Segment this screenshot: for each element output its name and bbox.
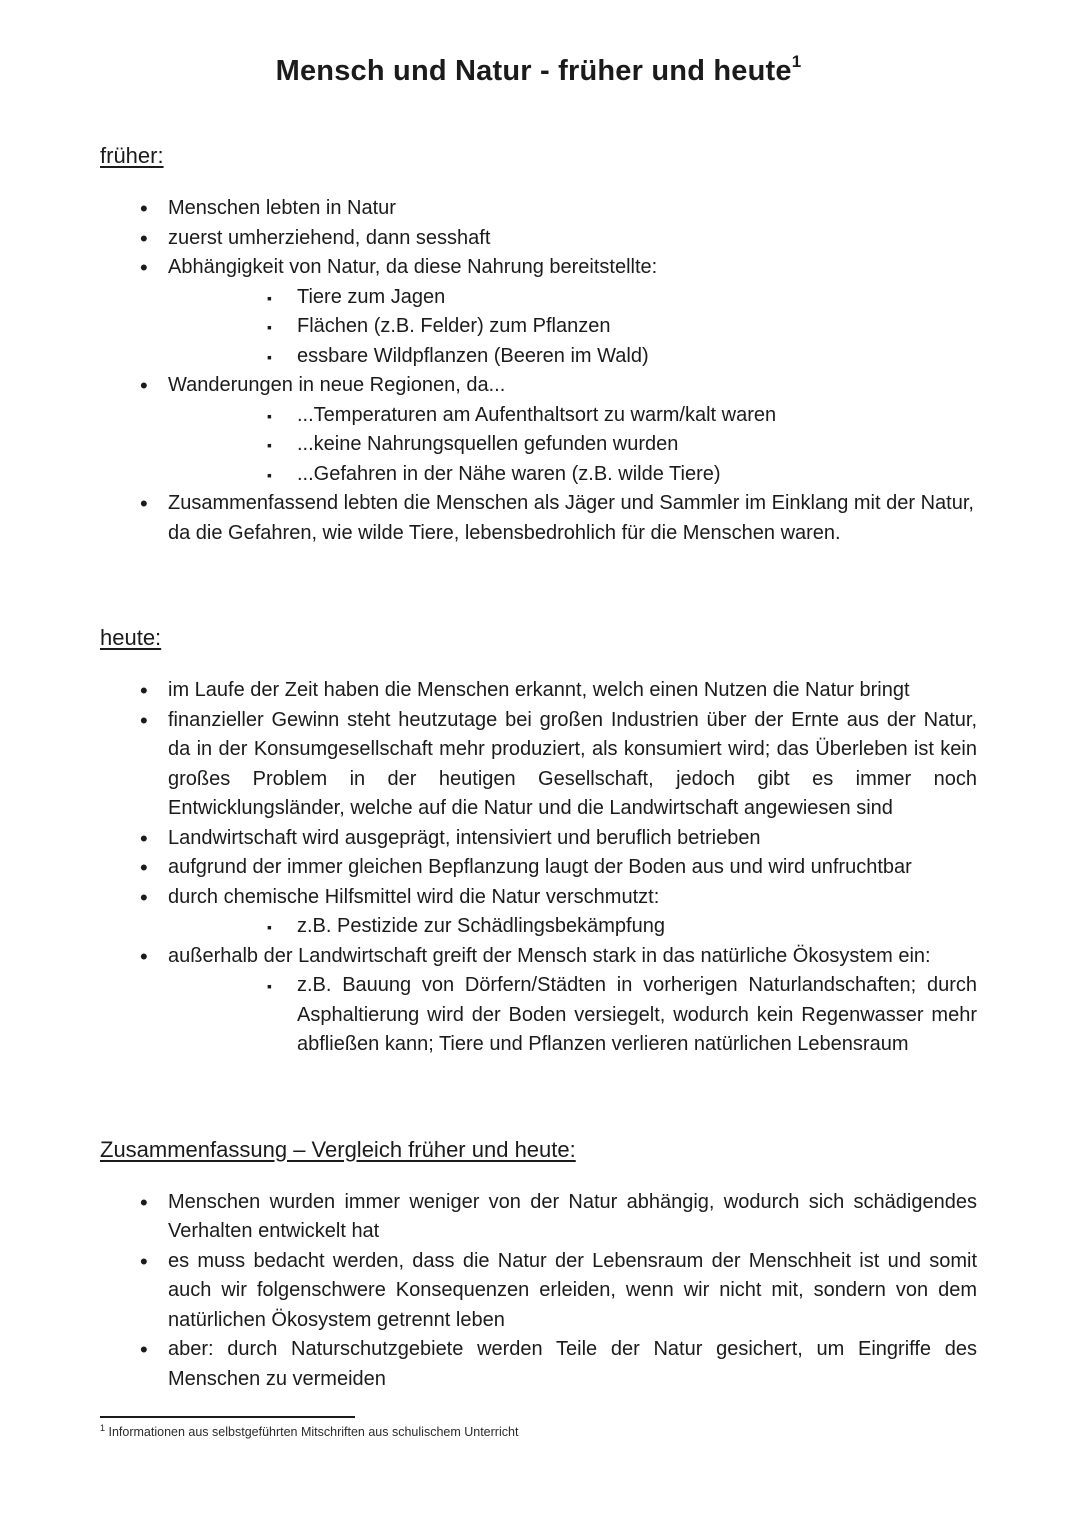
sub-bullet-text: ▪ ...keine Nahrungsquellen gefunden wurden <box>297 433 678 455</box>
footnote-area <box>100 1416 977 1440</box>
sub-bullet-item <box>168 912 977 942</box>
footnote-separator-rule <box>100 1416 355 1418</box>
sub-bullet-item <box>168 460 977 490</box>
bullet-text: • aber: durch Naturschutzgebiete werden Teile der Natur gesichert, um Eingriffe des Menschen zu vermeiden <box>168 1338 977 1390</box>
bullet-item <box>100 224 977 254</box>
sub-bullet-item <box>168 342 977 372</box>
bullet-list-frueher <box>100 194 977 548</box>
bullet-text: • Wanderungen in neue Regionen, da... <box>168 374 505 396</box>
bullet-item <box>100 194 977 224</box>
bullet-text: • außerhalb der Landwirtschaft greift der Mensch stark in das natürliche Ökosystem ein: <box>168 945 931 967</box>
bullet-item <box>100 1247 977 1336</box>
bullet-item <box>100 942 977 1060</box>
sub-bullet-item <box>168 312 977 342</box>
bullet-text: • aufgrund der immer gleichen Bepflanzung laugt der Boden aus und wird unfruchtbar <box>168 856 912 878</box>
title-footnote-ref: 1 <box>791 52 802 72</box>
sub-bullet-list <box>168 912 977 942</box>
document-content <box>0 52 1080 1394</box>
section-heading-heute: heute: <box>100 625 162 650</box>
bullet-item <box>100 1335 977 1394</box>
bullet-text: • finanzieller Gewinn steht heutzutage bei großen Industrien über der Ernte aus der Natur, da in der Konsumgesellschaft mehr produziert, als konsumiert wird; das Überleben ist kein großes Problem in der heutigen Gesellschaft, jedoch gibt es immer noch Entwicklungsländer, welche auf die Natur und die Landwirtschaft angewiesen sind <box>168 709 977 820</box>
sub-bullet-text: ▪ ...Temperaturen am Aufenthaltsort zu warm/kalt waren <box>297 404 776 426</box>
bullet-text: • zuerst umherziehend, dann sesshaft <box>168 227 490 249</box>
sub-bullet-list <box>168 283 977 372</box>
bullet-item <box>100 371 977 489</box>
bullet-text: • durch chemische Hilfsmittel wird die Natur verschmutzt: <box>168 886 659 908</box>
sub-bullet-item <box>168 283 977 313</box>
bullet-text: • Zusammenfassend lebten die Menschen als Jäger und Sammler im Einklang mit der Natur, da die Gefahren, wie wilde Tiere, lebensbedrohlich für die Menschen waren. <box>168 492 974 544</box>
bullet-text: • Landwirtschaft wird ausgeprägt, intensiviert und beruflich betrieben <box>168 827 761 849</box>
document-title-text: Mensch und Natur - früher und heute <box>275 55 792 87</box>
sub-bullet-text: ▪ z.B. Pestizide zur Schädlingsbekämpfung <box>297 915 665 937</box>
bullet-list-heute <box>100 676 977 1060</box>
sub-bullet-text: ▪ z.B. Bauung von Dörfern/Städten in vorherigen Naturlandschaften; durch Asphaltierung wird der Boden versiegelt, wodurch kein Regenwasser mehr abfließen kann; Tiere und Pflanzen verlieren natürlichen Lebensraum <box>297 974 977 1055</box>
bullet-text: • Menschen wurden immer weniger von der Natur abhängig, wodurch sich schädigendes Verhalten entwickelt hat <box>168 1191 977 1243</box>
footnote-marker: 1 <box>100 1422 106 1433</box>
bullet-text: • im Laufe der Zeit haben die Menschen erkannt, welch einen Nutzen die Natur bringt <box>168 679 910 701</box>
bullet-item <box>100 706 977 824</box>
bullet-item <box>100 824 977 854</box>
bullet-list-zusammenfassung <box>100 1188 977 1395</box>
sub-bullet-text: ▪ Tiere zum Jagen <box>297 286 445 308</box>
sub-bullet-text: ▪ Flächen (z.B. Felder) zum Pflanzen <box>297 315 610 337</box>
bullet-item <box>100 253 977 371</box>
document-title <box>100 52 977 90</box>
sub-bullet-item <box>168 971 977 1060</box>
sub-bullet-text: ▪ essbare Wildpflanzen (Beeren im Wald) <box>297 345 649 367</box>
bullet-item <box>100 676 977 706</box>
sub-bullet-item <box>168 430 977 460</box>
footnote-text: Informationen aus selbstgeführten Mitschriften aus schulischem Unterricht <box>108 1425 519 1439</box>
section-heading-zusammenfassung: Zusammenfassung – Vergleich früher und heute: <box>100 1136 576 1162</box>
bullet-item <box>100 853 977 883</box>
bullet-text: • Abhängigkeit von Natur, da diese Nahrung bereitstellte: <box>168 256 657 278</box>
sub-bullet-list <box>168 401 977 490</box>
section-heading-frueher: früher: <box>100 143 164 168</box>
sub-bullet-list <box>168 971 977 1060</box>
bullet-item <box>100 1188 977 1247</box>
footnote <box>100 1424 977 1440</box>
sub-bullet-item <box>168 401 977 431</box>
bullet-item <box>100 489 977 548</box>
sub-bullet-text: ▪ ...Gefahren in der Nähe waren (z.B. wilde Tiere) <box>297 463 721 485</box>
bullet-item <box>100 883 977 942</box>
bullet-text: • Menschen lebten in Natur <box>168 197 396 219</box>
bullet-text: • es muss bedacht werden, dass die Natur der Lebensraum der Menschheit ist und somit auch wir folgenschwere Konsequenzen erleiden, wenn wir nicht mit, sondern von dem natürlichen Ökosystem getrennt leben <box>168 1250 977 1331</box>
